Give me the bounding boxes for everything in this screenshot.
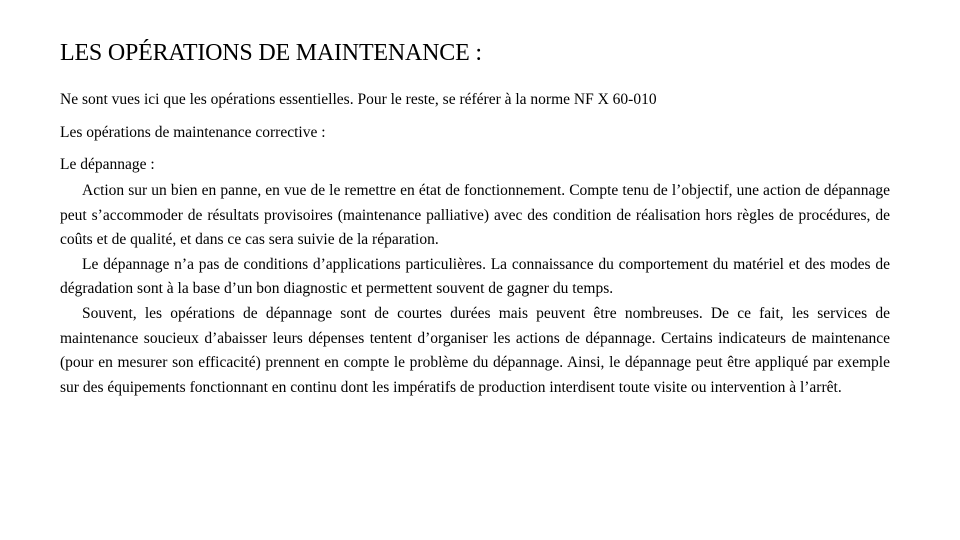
page-title: LES OPÉRATIONS DE MAINTENANCE : [60, 40, 482, 66]
intro-text: Ne sont vues ici que les opérations essentielles. Pour le reste, se référer à la norme NF X 60-010 [60, 91, 657, 108]
paragraph-organisation: Souvent, les opérations de dépannage sont de courtes durées mais peuvent être nombreuses. De ce fait, les services de maintenance soucieux d’abaisser leurs dépenses tentent d’organiser les actions de dépannage. Certains indicateurs de maintenance (pour en mesurer son efficacité) prennent en compte le problème du dépannage. Ainsi, le dépannage peut être appliqué par exemple sur des équipements fonctionnant en continu dont les impératifs de production interdisent toute visite ou intervention à l’arrêt. [60, 304, 890, 396]
section-heading: Les opérations de maintenance corrective : [60, 124, 326, 141]
paragraph-definition: Action sur un bien en panne, en vue de le remettre en état de fonctionnement. Compte tenu de l’objectif, une action de dépannage peut s’accommoder de résultats provisoires (maintenance palliative) avec des condition de réalisation hors règles de procédures, de coûts et de qualité, et dans ce cas sera suivie de la réparation. [60, 182, 890, 249]
subsection-heading: Le dépannage : [60, 156, 155, 173]
paragraph-conditions: Le dépannage n’a pas de conditions d’applications particulières. La connaissance du comportement du matériel et des modes de dégradation sont à la base d’un bon diagnostic et permettent souvent de gagner du temps. [60, 255, 890, 298]
slide-content [60, 38, 890, 400]
